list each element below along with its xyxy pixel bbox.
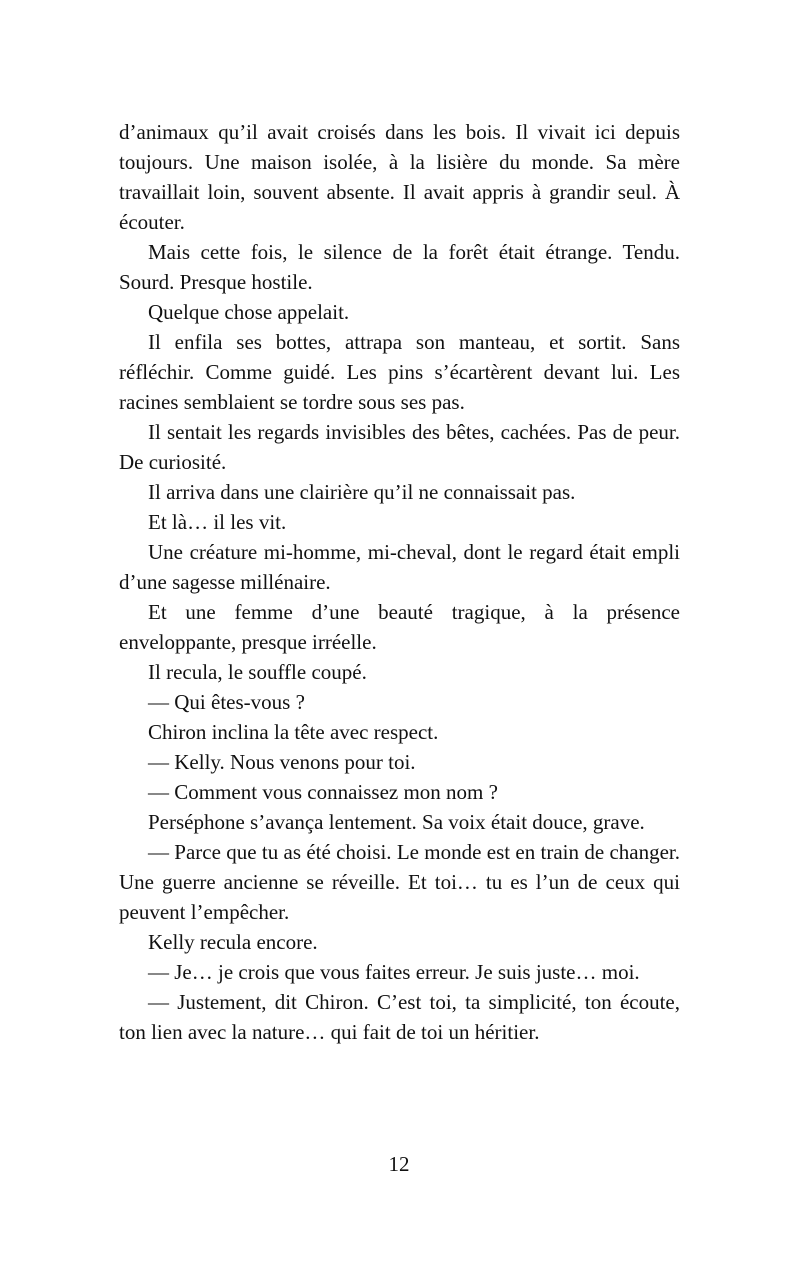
page-number: 12 (388, 1152, 410, 1176)
paragraph: Et là… il les vit. (148, 510, 287, 534)
paragraph: Une créature mi-homme, mi-cheval, dont le regard était empli d’une sagesse millénaire. (119, 540, 680, 594)
paragraph: Il enfila ses bottes, attrapa son manteau, et sortit. Sans réfléchir. Comme guidé. Les pins s’écartèrent devant lui. Les racines semblaient se tordre sous ses pas. (119, 330, 680, 414)
page-body (119, 117, 680, 1047)
paragraph: — Comment vous connaissez mon nom ? (148, 780, 498, 804)
paragraph: Il sentait les regards invisibles des bêtes, cachées. Pas de peur. De curiosité. (119, 420, 680, 474)
paragraph: — Justement, dit Chiron. C’est toi, ta simplicité, ton écoute, ton lien avec la nature… qui fait de toi un héritier. (119, 990, 680, 1044)
paragraph: Il arriva dans une clairière qu’il ne connaissait pas. (148, 480, 576, 504)
paragraph: Kelly recula encore. (148, 930, 318, 954)
paragraph: Et une femme d’une beauté tragique, à la présence enveloppante, presque irréelle. (119, 600, 680, 654)
paragraph: Mais cette fois, le silence de la forêt était étrange. Tendu. Sourd. Presque hostile. (119, 240, 680, 294)
paragraph: Perséphone s’avança lentement. Sa voix était douce, grave. (148, 810, 645, 834)
paragraph: — Parce que tu as été choisi. Le monde est en train de changer. Une guerre ancienne se réveille. Et toi… tu es l’un de ceux qui peuvent l’empêcher. (119, 840, 680, 924)
paragraph: — Kelly. Nous venons pour toi. (148, 750, 416, 774)
paragraph: Quelque chose appelait. (148, 300, 350, 324)
paragraph: — Qui êtes-vous ? (148, 690, 305, 714)
paragraph: Chiron inclina la tête avec respect. (148, 720, 439, 744)
paragraph: — Je… je crois que vous faites erreur. Je suis juste… moi. (148, 960, 640, 984)
paragraph: d’animaux qu’il avait croisés dans les bois. Il vivait ici depuis toujours. Une maison isolée, à la lisière du monde. Sa mère travaillait loin, souvent absente. Il avait appris à grandir seul. À écouter. (119, 120, 680, 234)
paragraph: Il recula, le souffle coupé. (148, 660, 367, 684)
